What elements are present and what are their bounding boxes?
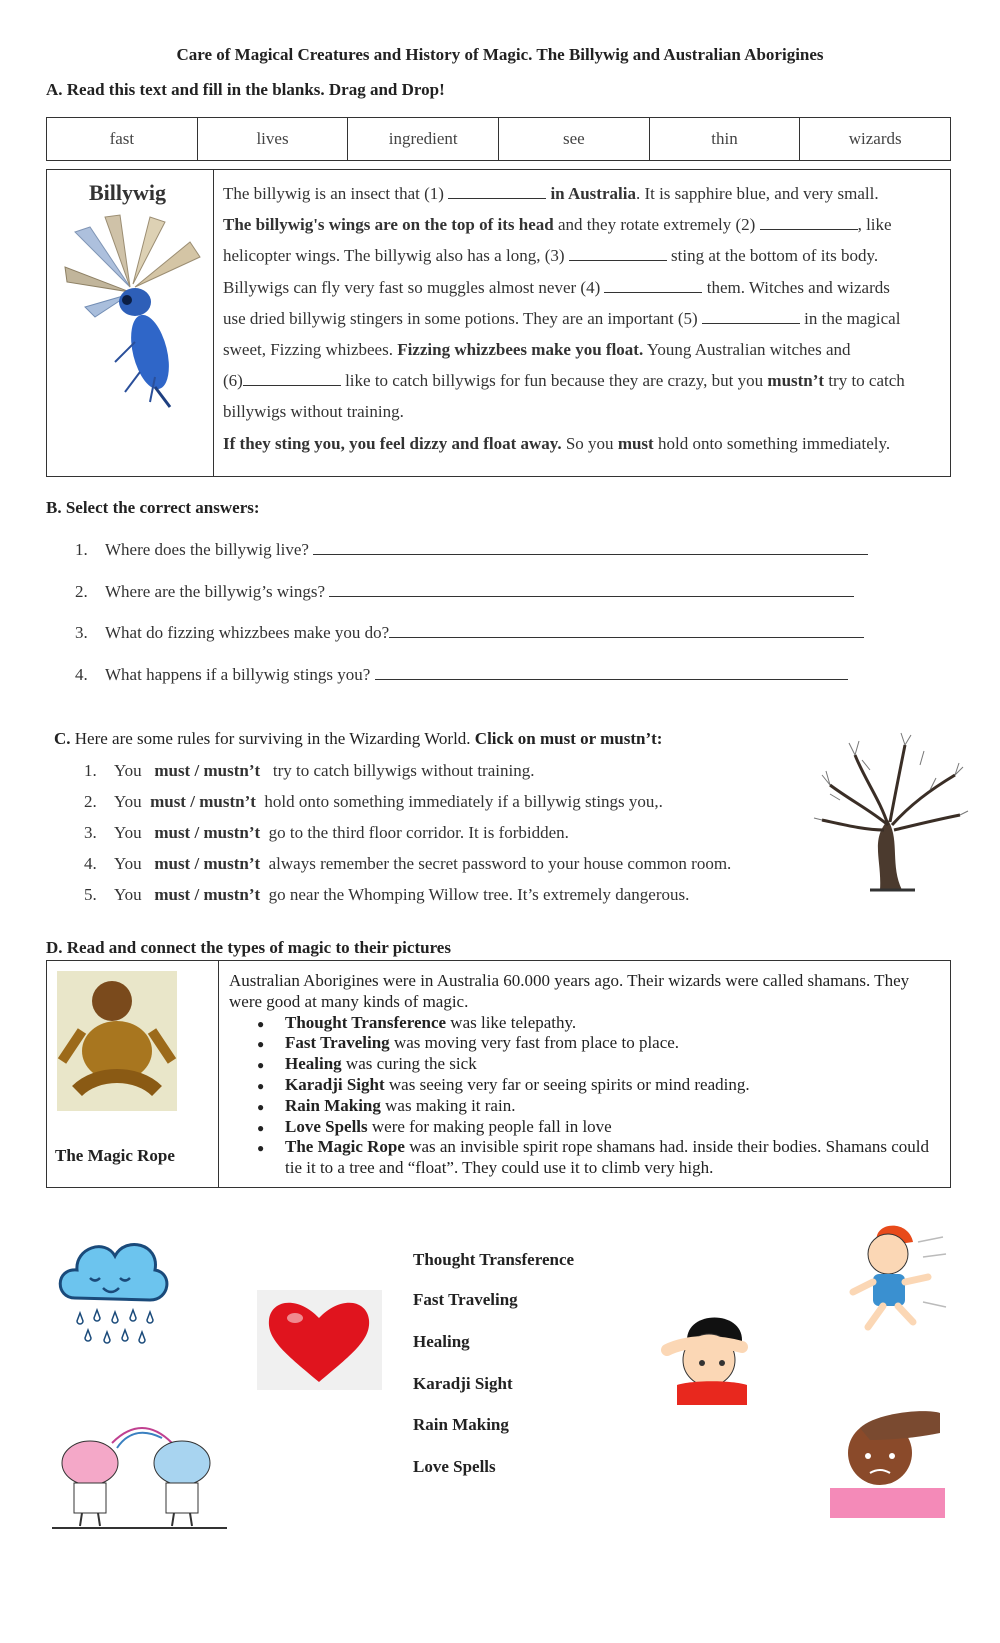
word-lives[interactable]: lives [198, 118, 349, 160]
word-wizards[interactable]: wizards [848, 129, 902, 148]
rule-1-must[interactable]: must [154, 761, 191, 780]
blank-3[interactable] [569, 246, 667, 261]
billywig-image [55, 212, 205, 412]
whomping-willow-image [810, 730, 970, 895]
rule-3-mustnt[interactable]: mustn’t [203, 823, 261, 842]
question-3: 3. What do fizzing whizzbees make you do? [75, 623, 864, 643]
magic-type-thought-transference[interactable]: Thought Transference [413, 1250, 575, 1269]
blank-2[interactable] [760, 215, 858, 230]
bullet-thought-transference: ● Thought Transference was like telepathy. [285, 1013, 939, 1034]
blank-4[interactable] [604, 278, 702, 293]
section-c-heading: C. Here are some rules for surviving in the Wizarding World. Click on must or mustn’t: [54, 729, 663, 748]
rule-5-mustnt[interactable]: mustn’t [203, 885, 261, 904]
word-thin[interactable]: thin [650, 118, 801, 160]
word-bank [46, 117, 951, 161]
billywig-text-box [46, 169, 951, 477]
magic-type-healing[interactable]: Healing [413, 1332, 470, 1351]
magic-info-text: Australian Aborigines were in Australia 60.000 years ago. Their wizards were called shamans. They were good at many kinds of magic. ● Thought Transference was like telepathy. ● Fast Traveling was moving very fast from place to place. ● Healing was curing the sick ● Karadji Sight was seeing very far or seeing spirits or mind reading. ● Rain Making was making it rain. ● Love Spells were for making people fall in love ● The Magic Rope was an invisible spirit rope shamans had. inside their bodies. Shamans could tie it to a tree and “float”. They could use it to climb very high. [229, 971, 939, 1179]
bullet-healing: ● Healing was curing the sick [285, 1054, 939, 1075]
rule-5: 5. You must / mustn’t go near the Whomping Willow tree. It’s extremely dangerous. [84, 885, 690, 904]
page-title: Care of Magical Creatures and History of Magic. The Billywig and Australian Aborigines [176, 45, 824, 64]
question-1: 1. Where does the billywig live? [75, 540, 868, 560]
magic-rope-caption: The Magic Rope [55, 1146, 175, 1165]
rain-cloud-image[interactable] [55, 1228, 170, 1353]
bullet-love-spells: ● Love Spells were for making people fall in love [285, 1117, 939, 1138]
bullet-magic-rope: ● The Magic Rope was an invisible spirit rope shamans had. inside their bodies. Shamans could tie it to a tree and “float”. They could use it to climb very high. [285, 1137, 939, 1179]
blank-5[interactable] [702, 309, 800, 324]
magic-type-fast-traveling[interactable]: Fast Traveling [413, 1290, 518, 1309]
rule-1: 1. You must / mustn’t try to catch billywigs without training. [84, 761, 535, 780]
answer-field-1[interactable] [313, 540, 868, 555]
section-d-heading: D. Read and connect the types of magic to their pictures [46, 938, 451, 957]
word-see[interactable]: see [499, 118, 650, 160]
magic-type-love-spells[interactable]: Love Spells [413, 1457, 496, 1476]
magic-info-box [46, 960, 951, 1188]
rule-5-must[interactable]: must [154, 885, 191, 904]
word-ingredient[interactable]: ingredient [348, 118, 499, 160]
bullet-fast-traveling: ● Fast Traveling was moving very fast from place to place. [285, 1033, 939, 1054]
section-a-heading: A. Read this text and fill in the blanks. Drag and Drop! [46, 80, 445, 99]
bullet-rain-making: ● Rain Making was making it rain. [285, 1096, 939, 1117]
heart-image[interactable] [257, 1290, 382, 1390]
thought-transference-image[interactable] [52, 1418, 227, 1533]
karadji-sight-image[interactable] [647, 1305, 757, 1405]
answer-field-2[interactable] [329, 582, 854, 597]
magic-type-karadji-sight[interactable]: Karadji Sight [413, 1374, 513, 1393]
rule-3: 3. You must / mustn’t go to the third floor corridor. It is forbidden. [84, 823, 569, 842]
rule-2-mustnt[interactable]: mustn’t [199, 792, 256, 811]
rule-1-mustnt[interactable]: mustn’t [203, 761, 261, 780]
rule-4-mustnt[interactable]: mustn’t [203, 854, 261, 873]
answer-field-4[interactable] [375, 665, 848, 680]
blank-6[interactable] [243, 371, 341, 386]
billywig-passage: The billywig is an insect that (1) in Australia. It is sapphire blue, and very small. The billywig's wings are on the top of its head and they rotate extremely (2) , like helicopter wings. The billywig also has a long, (3) sting at the bottom of its body. Billywigs can fly very fast so muggles almost never (4) them. Witches and wizards use dried billywig stingers in some potions. They are an important (5) in the magical sweet, Fizzing whizbees. Fizzing whizzbees make you float. Young Australian witches and (6) like to catch billywigs for fun because they are crazy, but you mustn’t try to catch billywigs without training. If they sting you, you feel dizzy and float away. So you must hold onto something immediately. [223, 184, 905, 453]
magic-rope-image [57, 971, 177, 1111]
rule-2-must[interactable]: must [150, 792, 186, 811]
magic-type-rain-making[interactable]: Rain Making [413, 1415, 509, 1434]
rule-4: 4. You must / mustn’t always remember the secret password to your house common room. [84, 854, 732, 873]
question-2: 2. Where are the billywig’s wings? [75, 582, 854, 602]
word-fast[interactable]: fast [47, 118, 198, 160]
section-b-heading: B. Select the correct answers: [46, 498, 260, 517]
bullet-karadji-sight: ● Karadji Sight was seeing very far or seeing spirits or mind reading. [285, 1075, 939, 1096]
blank-1[interactable] [448, 184, 546, 199]
question-4: 4. What happens if a billywig stings you? [75, 665, 848, 685]
rule-4-must[interactable]: must [154, 854, 191, 873]
fast-traveling-image[interactable] [828, 1222, 948, 1337]
billywig-image-title: Billywig [89, 180, 167, 205]
healing-image[interactable] [830, 1408, 945, 1518]
answer-field-3[interactable] [389, 623, 864, 638]
rule-3-must[interactable]: must [154, 823, 191, 842]
rule-2: 2. You must / mustn’t hold onto something immediately if a billywig stings you,. [84, 792, 663, 811]
